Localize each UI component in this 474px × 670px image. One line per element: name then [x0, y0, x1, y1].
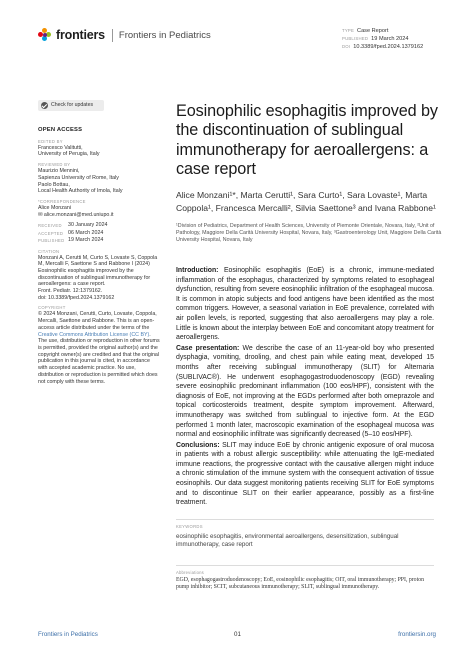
corresponding-author: Alice Monzani [38, 204, 71, 211]
page-header [0, 0, 474, 58]
abbreviations-list: EGD, esophagogastroduodenoscopy; EoE, eosinophilic esophagitis; OIT, oral immunotherapy; PPI, proton pump inhibitor; SCIT, subcutaneous immunotherapy; SLIT, sublingual immunotherapy. [176, 577, 424, 591]
received-row: RECEIVED 30 January 2024 [38, 222, 108, 229]
article-meta [342, 27, 423, 51]
abstract-case-presentation: Case presentation: We describe the case of an 11-year-old boy who presented dysphagia, vomiting, drooling, and chest pain while eating meat, developed 15 months after receiving sublingual immunotherapy (SLIT) for Alternaria (SUBLIVAC®). He underwent esophagogastroduodenoscopy (EGD) revealing severe eosinophilic predominant inflammation (100 eos/HPF), consistent with the diagnosis of EoE, not improving at the EGDs performed after both omeprazole and topical corticosteroids treatment, despite symptom improvement. Afterward, immunotherapy was switched from sublingual to injective form. At the EGD performed 1 month later, macroscopic examination of the esophageal mucosa was normal and eosinophilic infiltrate was significantly decreased (5–10 eos/HPF). [176, 344, 434, 439]
citation-journal: Front. Pediatr. 12:1379162. [38, 288, 103, 295]
logo-divider [112, 29, 113, 42]
citation-doi[interactable]: doi: 10.3389/fped.2024.1379162 [38, 294, 115, 301]
frontiers-logo-icon [38, 28, 52, 42]
article-type: Case Report [357, 28, 389, 34]
cc-license-link[interactable]: Creative Commons Attribution License (CC BY) [38, 331, 150, 338]
check-for-updates-button[interactable]: Check for updates [38, 100, 104, 111]
journal-name: Frontiers in Pediatrics [118, 29, 211, 41]
check-updates-icon [41, 102, 48, 109]
abbreviations-section [176, 570, 434, 592]
article-title: Eosinophilic esophagitis improved by the discontinuation of sublingual immunotherapy for aeroallergens: a case report [176, 102, 438, 179]
edited-by-heading: EDITED BY [38, 138, 63, 144]
received-date: 30 January 2024 [68, 222, 108, 229]
published-row: PUBLISHED 19 March 2024 [38, 237, 104, 244]
abstract-conclusions: Conclusions: SLIT may induce EoE by chronic antigenic exposure of oral mucosa in patients with a robust allergic susceptibility: while attenuating the IgE-mediated immune reactions, the progressive contact with the causative allergen might induce a chronic stimulation of the immune system with the consequent activation of tissue eosinophils. Our data suggest monitoring patients receiving SLIT for EoE symptoms and to discontinue SLIT on their earlier appearance, possibly as a first-line treatment. [176, 441, 434, 507]
editor-name: Francesco Valitutti, [38, 144, 83, 151]
doi-row: DOI 10.3389/fped.2024.1379162 [342, 44, 424, 50]
abbreviations-divider [176, 565, 434, 566]
keywords-divider [176, 519, 434, 520]
reviewed-by-heading: REVIEWED BY [38, 162, 71, 168]
article-type-row: TYPE Case Report [342, 28, 389, 34]
reviewer-affiliation: Sapienza University of Rome, Italy [38, 174, 119, 181]
published-date: 19 March 2024 [68, 237, 104, 244]
reviewer-name: Paolo Bottau, [38, 181, 70, 188]
abbreviations-heading: Abbreviations [176, 570, 204, 575]
copyright-heading: COPYRIGHT [38, 305, 66, 311]
footer-site-link[interactable]: frontiersin.org [398, 631, 436, 638]
author-list: Alice Monzani¹*, Marta Cerutti¹, Sara Curto¹, Sara Lovaste¹, Marta Coppola¹, Francesca Mercalli², Silvia Saettone³ and Ivana Rabbone¹ [176, 190, 436, 213]
keywords-heading: KEYWORDS [176, 524, 203, 529]
reviewer-affiliation: Local Health Authority of Imola, Italy [38, 188, 123, 195]
keywords-section [176, 524, 434, 549]
frontiers-logo[interactable] [38, 28, 211, 42]
page-number: 01 [234, 631, 241, 638]
reviewer-name: Maurizio Mennini, [38, 168, 80, 175]
copyright-text: © 2024 Monzani, Cerutti, Curto, Lovaste, Coppola, Mercalli, Saettone and Rabbone. This is an open-access article distributed under the terms of the Creative Commons Attribution License (CC BY). The use, distribution or reproduction in other forums is permitted, provided the original author(s) and the copyright owner(s) are credited and that the original publication in this journal is cited, in accordance with accepted academic practice. No use, distribution or reproduction is permitted which does not comply with these terms. [38, 311, 160, 385]
published-date: 19 March 2024 [371, 36, 409, 42]
citation-heading: CITATION [38, 248, 60, 254]
accepted-date: 06 March 2024 [68, 229, 104, 236]
abstract [176, 266, 434, 509]
editor-affiliation: University of Perugia, Italy [38, 151, 100, 158]
keywords-list: eosinophilic esophagitis, environmental aeroallergens, desensitization, sublingual immunotherapy, case report [176, 533, 399, 549]
brand-name: frontiers [56, 28, 105, 42]
correspondence-heading: *CORRESPONDENCE [38, 198, 86, 204]
open-access-label: OPEN ACCESS [38, 127, 83, 133]
doi-value[interactable]: 10.3389/fped.2024.1379162 [353, 44, 424, 50]
corresponding-email[interactable]: ✉ alice.monzani@med.uniupo.it [38, 211, 114, 218]
abstract-introduction: Introduction: Eosinophilic esophagitis (EoE) is a chronic, immune-mediated inflammation of the esophagus, characterized by symptoms related to esophageal dysfunction, resulting from severe eosinophilic infiltration of the esophageal mucosa. It is common in atopic subjects and food antigens have been identified as the most common triggers. However, a seasonal variation in EoE prevalence, correlated with air pollen levels, is reported, suggesting that also aeroallergens may play a role. Little is known about the interplay between EoE and concomitant atopy treatment for aeroallergens. [176, 267, 434, 342]
accepted-row: ACCEPTED 06 March 2024 [38, 229, 104, 236]
citation-text: Monzani A, Cerutti M, Curto S, Lovaste S, Coppola M, Mercalli F, Saettone S and Rabbone I (2024) Eosinophilic esophagitis improved by the discontinuation of sublingual immunotherapy for aeroallergens: a case report. [38, 254, 158, 288]
article-sidebar [38, 100, 160, 385]
article-dates [38, 222, 160, 244]
published-row: PUBLISHED 19 March 2024 [342, 36, 409, 42]
author-affiliations: ¹Division of Pediatrics, Department of Health Sciences, University of Piemonte Orientale, Novara, Italy, ²Unit of Pathology, Maggiore Della Carità University Hospital, Novara, Italy, ³Gastroenterology Unit, Maggiore Della Carità University Hospital, Novara, Italy [176, 223, 442, 243]
footer-journal-link[interactable]: Frontiers in Pediatrics [38, 631, 98, 638]
page-footer [38, 629, 436, 643]
